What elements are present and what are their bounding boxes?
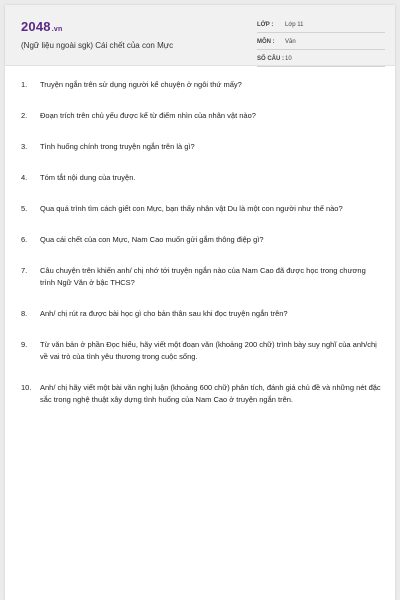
question-count-value: 10 <box>285 56 292 62</box>
meta-row-question-count <box>257 53 385 67</box>
class-label: LỚP : <box>257 22 274 28</box>
question-item <box>21 110 381 122</box>
question-text: Qua cái chết của con Mực, Nam Cao muốn gửi gắm thông điệp gì? <box>40 235 264 244</box>
question-text: Tóm tắt nội dung của truyện. <box>40 173 136 182</box>
question-text: Câu chuyện trên khiến anh/ chị nhớ tới truyện ngắn nào của Nam Cao đã được học trong chương trình Ngữ Văn ở bậc THCS? <box>40 266 366 287</box>
meta-row-subject <box>257 36 385 50</box>
question-item <box>21 234 381 246</box>
document-title: (Ngữ liệu ngoài sgk) Cái chết của con Mực <box>21 41 174 50</box>
question-item <box>21 79 381 91</box>
logo-suffix: .vn <box>51 26 63 33</box>
question-item <box>21 339 381 363</box>
question-text: Đoạn trích trên chủ yếu được kể từ điểm nhìn của nhân vật nào? <box>40 111 256 120</box>
site-logo[interactable] <box>21 19 62 34</box>
question-text: Qua quá trình tìm cách giết con Mực, bạn thấy nhân vật Du là một con người như thế nào? <box>40 204 343 213</box>
worksheet-header <box>5 5 395 66</box>
question-item <box>21 382 381 406</box>
question-number: 10. <box>21 383 32 392</box>
question-text: Anh/ chị hãy viết một bài văn nghị luận (khoảng 600 chữ) phân tích, đánh giá chủ đề và những nét đặc sắc trong nghệ thuật xây dựng tình huống của Nam Cao ở truyện ngắn trên. <box>40 383 381 404</box>
worksheet-page <box>5 5 395 600</box>
question-number: 3. <box>21 142 28 151</box>
question-item <box>21 203 381 215</box>
question-item <box>21 308 381 320</box>
question-list <box>21 79 381 425</box>
question-text: Truyện ngắn trên sử dụng người kể chuyện ở ngôi thứ mấy? <box>40 80 242 89</box>
question-number: 4. <box>21 173 28 182</box>
question-text: Anh/ chị rút ra được bài học gì cho bản thân sau khi đọc truyện ngắn trên? <box>40 309 288 318</box>
subject-value: Văn <box>285 39 296 45</box>
question-item <box>21 265 381 289</box>
logo-text: 2048 <box>21 19 51 34</box>
meta-row-class <box>257 19 385 33</box>
question-count-label: SỐ CÂU : <box>257 56 284 62</box>
question-number: 8. <box>21 309 28 318</box>
question-number: 5. <box>21 204 28 213</box>
question-text: Tình huống chính trong truyện ngắn trên là gì? <box>40 142 195 151</box>
meta-info <box>257 19 385 70</box>
question-text: Từ văn bản ở phần Đọc hiểu, hãy viết một đoạn văn (khoảng 200 chữ) trình bày suy nghĩ của anh/chị về vai trò của tình yêu thương trong cuộc sống. <box>40 340 377 361</box>
question-item <box>21 141 381 153</box>
question-number: 2. <box>21 111 28 120</box>
class-value: Lớp 11 <box>285 22 304 28</box>
question-number: 9. <box>21 340 28 349</box>
question-item <box>21 172 381 184</box>
question-number: 7. <box>21 266 28 275</box>
subject-label: MÔN : <box>257 39 275 45</box>
question-number: 6. <box>21 235 28 244</box>
question-number: 1. <box>21 80 28 89</box>
